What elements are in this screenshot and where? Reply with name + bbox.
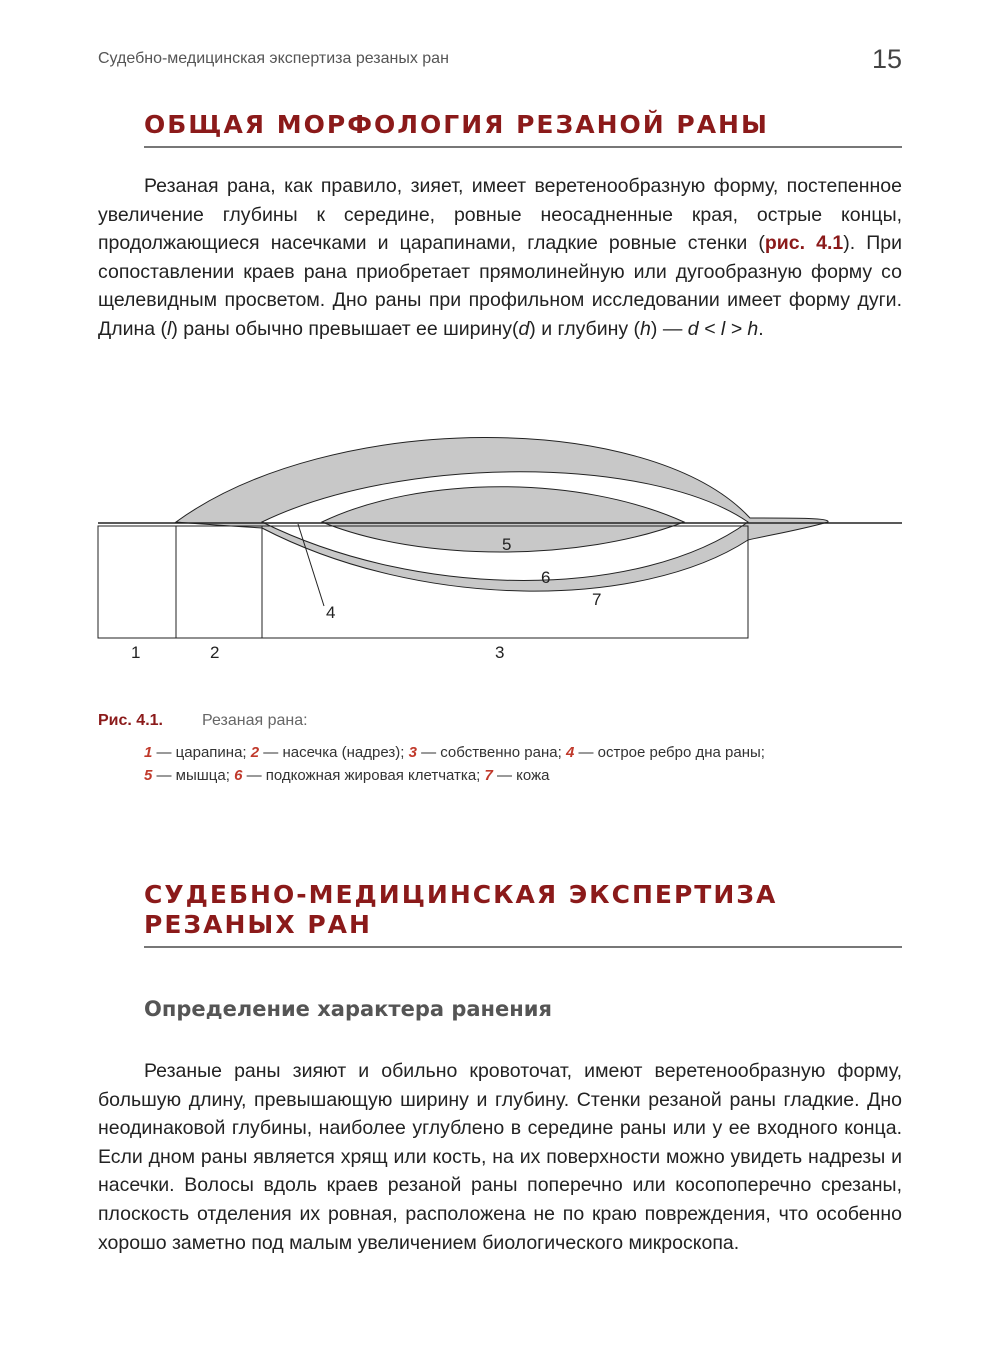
label-5: 5 [502, 535, 512, 554]
label-6: 6 [541, 568, 551, 587]
figure-title: Резаная рана: [202, 712, 308, 729]
legend-num-7: 7 [484, 767, 493, 784]
zone-box-notch [176, 526, 262, 638]
running-head: Судебно-медицинская экспертиза резаных ран [98, 50, 449, 67]
label-1: 1 [131, 643, 141, 662]
legend-text-1: — царапина; [152, 744, 251, 761]
label-7: 7 [592, 590, 602, 609]
legend-num-6: 6 [234, 767, 243, 784]
figure-reference-link[interactable]: рис. 4.1 [764, 232, 844, 255]
legend-text-3: — собственно рана; [416, 744, 566, 761]
para-text-a: Резаная рана, как правило, зияет, имеет веретенообразную форму, постепенное увеличение глубины к середине, ровные неосадненные края, острые концы, продолжающиеся насечками и царапинами, гладкие ровные стенки ( [98, 175, 902, 255]
wound-diagram [0, 400, 1000, 680]
zone-box-scratch [98, 526, 176, 638]
para-text-c: ) раны обычно превышает ее ширину( [171, 317, 519, 340]
para-text-b: ). При сопоставлении краев рана приобретает прямолинейную или дугообразную форму со щелевидным просветом. Дно раны при профильном исследовании имеет форму дуги. Длина ( [98, 232, 902, 340]
formula: d < l > h [687, 317, 759, 340]
legend-text-2: — насечка (надрез); [259, 744, 409, 761]
label-3: 3 [495, 643, 505, 662]
var-width: d [518, 317, 530, 340]
legend-text-7: — кожа [492, 767, 550, 784]
legend-text-5: — мышца; [152, 767, 235, 784]
legend-text-6: — подкожная жировая клетчатка; [242, 767, 485, 784]
legend-num-3: 3 [408, 744, 417, 761]
legend-num-2: 2 [250, 744, 260, 761]
para-text-f: . [758, 317, 764, 340]
morphology-paragraph [98, 172, 902, 344]
para-text-e: ) — [650, 317, 688, 340]
var-depth: h [640, 317, 651, 340]
section-title-morphology: ОБЩАЯ МОРФОЛОГИЯ РЕЗАНОЙ РАНЫ [144, 110, 902, 148]
legend-num-4: 4 [565, 744, 575, 761]
label-2: 2 [210, 643, 220, 662]
var-length: l [167, 317, 172, 340]
legend-num-5: 5 [144, 767, 153, 784]
page-number: 15 [871, 44, 902, 74]
label-4: 4 [326, 603, 336, 622]
figure-number: Рис. 4.1. [98, 712, 163, 729]
forensic-paragraph: Резаные раны зияют и обильно кровоточат, имеют веретенообразную форму, большую длину, превышающую ширину и глубину. Стенки резаной раны гладкие. Дно неодинаковой глубины, наиболее углублено в середине раны или у ее входного конца. Если дном раны является хрящ или кость, на их поверхности можно увидеть надрезы и насечки. Волосы вдоль краев резаной раны поперечно или косопоперечно срезаны, плоскость отделения их ровная, расположена не по краю повреждения, что особенно хорошо заметно под малым увеличением биологического микроскопа. [98, 1060, 902, 1254]
figure-legend [144, 741, 914, 787]
section-title-forensic: СУДЕБНО-МЕДИЦИНСКАЯ ЭКСПЕРТИЗА РЕЗАНЫХ РАН [144, 880, 902, 948]
legend-text-4: — острое ребро дна раны; [574, 744, 765, 761]
legend-num-1: 1 [144, 744, 153, 761]
para-text-d: ) и глубину ( [529, 317, 641, 340]
subsection-title: Определение характера ранения [144, 997, 553, 1021]
